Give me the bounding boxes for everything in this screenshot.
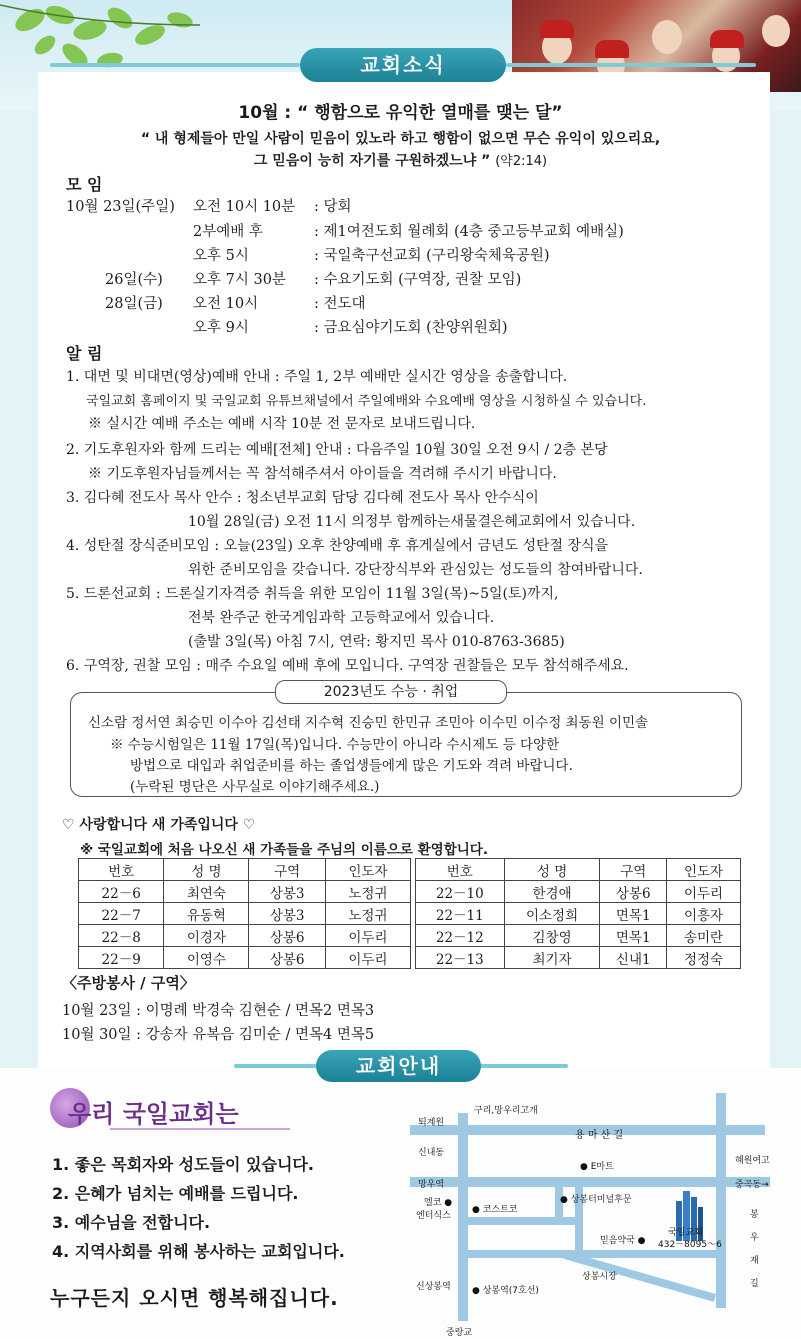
cell-guide: 노정귀	[325, 903, 410, 925]
cell-guide: 이두리	[325, 925, 410, 947]
cell-guide: 이흥자	[667, 903, 741, 925]
notice-line: 위한 준비모임을 갖습니다. 강단장식부와 관심있는 성도들의 참여바랍니다.	[188, 562, 643, 578]
map-label: 길	[750, 1279, 759, 1289]
map-label: 퇴계원	[418, 1118, 445, 1128]
exam-names: 신소람 정서연 최승민 이수아 김선태 지수혁 진승민 한민규 조민아 이수민 이수정 최동원 이민솔	[88, 715, 649, 731]
table-header-row	[416, 859, 741, 881]
map-label: ● 상봉역(7호선)	[472, 1286, 539, 1296]
meeting-desc: : 전도대	[314, 296, 366, 312]
cell-district: 상봉3	[249, 903, 325, 925]
map-label: 상봉시장	[582, 1272, 617, 1282]
cell-name: 김창영	[504, 925, 600, 947]
church-point: 2. 은혜가 넘치는 예배를 드립니다.	[52, 1184, 299, 1203]
map-label: 구리,망우리고개	[474, 1106, 538, 1116]
church-point: 4. 지역사회를 위해 봉사하는 교회입니다.	[52, 1242, 345, 1261]
map-label: 신내동	[418, 1148, 445, 1158]
cell-district: 신내1	[600, 947, 667, 969]
cell-guide: 이두리	[325, 947, 410, 969]
church-title: 우리 국일교회는	[68, 1100, 239, 1128]
notice-line: 5. 드론선교회 : 드론실기자격증 취득을 위한 모임이 11월 3일(목)~5일(토)까지,	[66, 586, 559, 602]
col-district: 구역	[249, 859, 325, 881]
cell-name: 한경애	[504, 881, 600, 903]
exam-box-title: 2023년도 수능 · 취업	[275, 680, 507, 704]
notice-line: ※ 실시간 예배 주소는 예배 시작 10분 전 문자로 보내드립니다.	[88, 416, 476, 432]
exam-line-3: (누락된 명단은 사무실로 이야기해주세요.)	[130, 779, 380, 795]
newcomers-heading: ♡ 사랑합니다 새 가족입니다 ♡	[62, 817, 256, 833]
meeting-date: 28일(금)	[105, 296, 163, 312]
map-label: 신상봉역	[416, 1282, 451, 1292]
cell-number: 22－9	[79, 947, 164, 969]
meeting-desc: : 국일축구선교회 (구리왕숙체육공원)	[314, 248, 550, 264]
meeting-desc: : 금요심야기도회 (찬양위원회)	[314, 320, 508, 336]
table-row	[79, 925, 411, 947]
col-number: 번호	[416, 859, 505, 881]
notice-line: ※ 기도후원자님들께서는 꼭 참석해주셔서 아이들을 격려해 주시기 바랍니다.	[88, 466, 557, 482]
notice-line: (출발 3일(목) 아침 7시, 연락: 황지민 목사 010-8763-3685)	[188, 634, 565, 650]
meeting-desc: : 당회	[314, 199, 352, 215]
newcomers-table-left	[78, 858, 411, 969]
cell-name: 유동혁	[164, 903, 249, 925]
table-row	[79, 903, 411, 925]
map-label: 망우역	[418, 1180, 445, 1190]
location-map	[410, 1085, 795, 1339]
meeting-date: 10월 23일(주일)	[66, 199, 175, 215]
meeting-desc: : 수요기도회 (구역장, 권찰 모임)	[314, 272, 522, 288]
cell-district: 상봉3	[249, 881, 325, 903]
table-row	[416, 947, 741, 969]
map-label: 혜원여고	[735, 1156, 770, 1166]
cell-name: 최기자	[504, 947, 600, 969]
table-row	[416, 925, 741, 947]
notice-line: 3. 김다혜 전도사 목사 안수 : 청소년부교회 담당 김다혜 전도사 목사 안수식이	[66, 490, 539, 506]
table-header-row	[79, 859, 411, 881]
cell-guide: 이두리	[667, 881, 741, 903]
notice-line: 10월 28일(금) 오전 11시 의정부 함께하는새물결은혜교회에서 있습니다.	[188, 514, 636, 530]
meetings-heading: 모 임	[66, 175, 103, 194]
cell-number: 22－7	[79, 903, 164, 925]
map-label: 엔터식스	[416, 1211, 451, 1221]
cell-number: 22－8	[79, 925, 164, 947]
notice-line: 2. 기도후원자와 함께 드리는 예배[전체] 안내 : 다음주일 10월 30일 오전 9시 / 2층 본당	[66, 442, 608, 458]
meeting-time: 오후 7시 30분	[193, 272, 286, 288]
table-row	[79, 881, 411, 903]
table-row	[79, 947, 411, 969]
notice-line: 6. 구역장, 권찰 모임 : 매주 수요일 예배 후에 모입니다. 구역장 권찰들은 모두 참석해주세요.	[66, 658, 629, 674]
cell-number: 22－10	[416, 881, 505, 903]
kitchen-line-2: 10월 30일 : 강송자 유복음 김미순 / 면목4 면목5	[62, 1027, 375, 1043]
col-guide: 인도자	[667, 859, 741, 881]
verse-line-1: “ 내 형제들아 만일 사람이 믿음이 있노라 하고 행함이 없으면 무슨 유익이 있으리요,	[140, 131, 661, 147]
meeting-time: 2부예배 후	[193, 224, 263, 240]
col-name: 성 명	[164, 859, 249, 881]
exam-line-1: ※ 수능시험일은 11월 17일(목)입니다. 수능만이 아니라 수시제도 등 다양한	[110, 737, 560, 753]
map-road	[458, 1217, 578, 1225]
title-bar-right	[506, 63, 756, 67]
cell-name: 이영수	[164, 947, 249, 969]
map-label: ● E마트	[580, 1162, 614, 1172]
notice-line: 전북 완주군 한국게임과학 고등학교에서 있습니다.	[188, 610, 495, 626]
notice-line: 4. 성탄절 장식준비모임 : 오늘(23일) 오후 찬양예배 후 휴게실에서 금년도 성탄절 장식을	[66, 538, 609, 554]
kitchen-line-1: 10월 23일 : 이명례 박경숙 김현순 / 면목2 면목3	[62, 1003, 375, 1019]
table-row	[416, 903, 741, 925]
section-title-guide: 교회안내	[316, 1050, 481, 1082]
newcomers-subtitle: ※ 국일교회에 처음 나오신 새 가족들을 주님의 이름으로 환영합니다.	[80, 842, 488, 858]
church-point: 3. 예수님을 전합니다.	[52, 1213, 211, 1232]
cell-district: 면목1	[600, 903, 667, 925]
col-name: 성 명	[504, 859, 600, 881]
meeting-time: 오후 9시	[193, 320, 249, 336]
cell-number: 22－6	[79, 881, 164, 903]
title-bar-left	[50, 63, 300, 67]
map-label: 엘코 ●	[424, 1198, 453, 1208]
map-label: 국일교회	[668, 1228, 703, 1238]
month-theme: 10월 : “ 행함으로 유익한 열매를 맺는 달”	[238, 103, 563, 123]
meeting-time: 오전 10시 10분	[193, 199, 296, 215]
notice-line: 국일교회 홈페이지 및 국일교회 유튜브채널에서 주일예배와 수요예배 영상을 시청하실 수 있습니다.	[86, 394, 647, 409]
cell-number: 22－11	[416, 903, 505, 925]
map-label: 432－8095～6	[658, 1240, 722, 1250]
cell-district: 상봉6	[600, 881, 667, 903]
kitchen-heading: 〈주방봉사 / 구역〉	[62, 974, 195, 992]
map-label: 봉	[750, 1210, 759, 1220]
cell-guide: 노정귀	[325, 881, 410, 903]
notices-heading: 알 림	[66, 344, 103, 363]
cell-district: 면목1	[600, 925, 667, 947]
map-label: ● 코스트코	[472, 1205, 518, 1215]
title-underline	[110, 1128, 290, 1130]
cell-number: 22－12	[416, 925, 505, 947]
map-label: 용 마 산 길	[575, 1130, 624, 1141]
section-title-news: 교회소식	[300, 48, 506, 82]
cell-name: 이소정희	[504, 903, 600, 925]
table-row	[416, 881, 741, 903]
cell-guide: 송미란	[667, 925, 741, 947]
map-label: ● 상봉터미널후문	[560, 1195, 632, 1205]
exam-line-2: 방법으로 대입과 취업준비를 하는 졸업생들에게 많은 기도와 격려 바랍니다.	[130, 758, 573, 774]
col-district: 구역	[600, 859, 667, 881]
notice-line: 1. 대면 및 비대면(영상)예배 안내 : 주일 1, 2부 예배만 실시간 영상을 송출합니다.	[66, 369, 568, 385]
newcomers-table-right	[415, 858, 741, 969]
map-label: 재	[750, 1256, 759, 1266]
meeting-date: 26일(수)	[105, 272, 163, 288]
map-label: 중랑교	[446, 1328, 473, 1338]
cell-district: 상봉6	[249, 947, 325, 969]
church-point: 1. 좋은 목회자와 성도들이 있습니다.	[52, 1155, 314, 1174]
map-label: 우	[750, 1233, 759, 1243]
col-number: 번호	[79, 859, 164, 881]
verse-line-2: 그 믿음이 능히 자기를 구원하겠느냐 ” (약2:14)	[253, 153, 548, 169]
meeting-time: 오후 5시	[193, 248, 249, 264]
church-slogan: 누구든지 오시면 행복해집니다.	[50, 1286, 339, 1310]
col-guide: 인도자	[325, 859, 410, 881]
cell-name: 이경자	[164, 925, 249, 947]
meeting-time: 오전 10시	[193, 296, 259, 312]
cell-name: 최연숙	[164, 881, 249, 903]
map-label: 중곡동→	[735, 1180, 769, 1190]
cell-district: 상봉6	[249, 925, 325, 947]
map-label: 믿음약국 ●	[600, 1236, 646, 1246]
cell-guide: 정정숙	[667, 947, 741, 969]
cell-number: 22－13	[416, 947, 505, 969]
church-title-block	[50, 1088, 240, 1130]
meeting-desc: : 제1여전도회 월례회 (4층 중고등부교회 예배실)	[314, 224, 624, 240]
